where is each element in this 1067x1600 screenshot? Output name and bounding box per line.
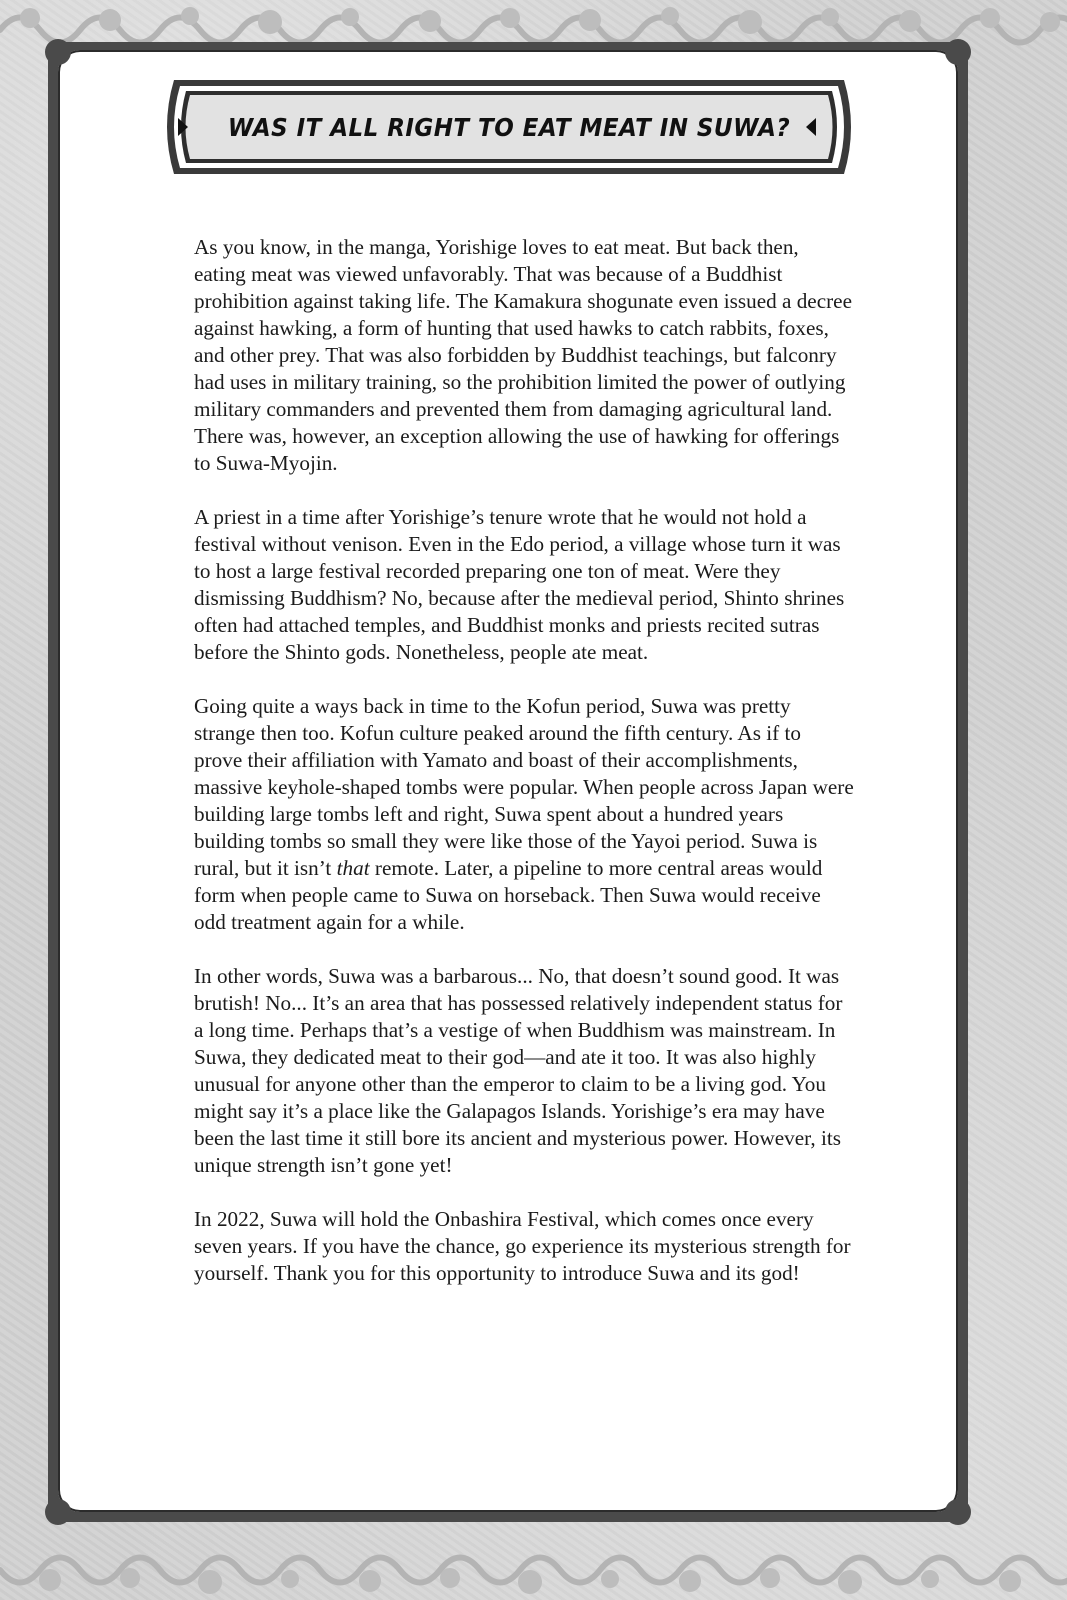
page-title: WAS IT ALL RIGHT TO EAT MEAT IN SUWA? xyxy=(227,112,791,142)
paragraph: As you know, in the manga, Yorishige loves to eat meat. But back then, eating meat was viewed unfavorably. That was because of a Buddhist prohibition against taking life. The Kamakura shogunate even issued a decree against hawking, a form of hunting that used hawks to catch rabbits, foxes, and other prey. That was also forbidden by Buddhist teachings, but falconry had uses in military training, so the prohibition limited the power of outlying military commanders and prevented them from damaging agricultural land. There was, however, an exception allowing the use of hawking for offerings to Suwa-Myojin. xyxy=(194,235,852,475)
frame-corner xyxy=(45,39,71,65)
paragraph: In 2022, Suwa will hold the Onbashira Festival, which comes once every seven years. If you have the chance, go experience its mysterious strength for yourself. Thank you for this opportunity to introduce Suwa and its god! xyxy=(194,1207,851,1285)
frame-corner xyxy=(945,39,971,65)
frame-corner xyxy=(45,1499,71,1525)
bottom-cloud-ornament xyxy=(0,1540,1067,1600)
frame-corner xyxy=(945,1499,971,1525)
paragraph-text: remote. Later, a pipeline to more central areas would form when people came to Suwa on horseback. Then Suwa would receive odd treatment again for a while. xyxy=(194,856,823,934)
title-banner xyxy=(158,78,860,176)
emphasis-text: that xyxy=(336,856,370,880)
paragraph-text: Going quite a ways back in time to the Kofun period, Suwa was pretty strange then too. Kofun culture peaked around the fifth century. As if to prove their affiliation with Yamato and boast of their accomplishments, massive keyhole-shaped tombs were popular. When people across Japan were building large tombs left and right, Suwa spent about a hundred years building tombs so small they were like those of the Yayoi period. Suwa is rural, but it isn’t xyxy=(194,694,854,880)
paragraph: A priest in a time after Yorishige’s tenure wrote that he would not hold a festival without venison. Even in the Edo period, a village whose turn it was to host a large festival recorded preparing one ton of meat. Were they dismissing Buddhism? No, because after the medieval period, Shinto shrines often had attached temples, and Buddhist monks and priests recited sutras before the Shinto gods. Nonetheless, people ate meat. xyxy=(194,505,845,664)
paragraph xyxy=(194,693,854,936)
article-body xyxy=(194,234,854,1314)
paragraph: In other words, Suwa was a barbarous... No, that doesn’t sound good. It was brutish! No... It’s an area that has possessed relatively independent status for a long time. Perhaps that’s a vestige of when Buddhism was mainstream. In Suwa, they dedicated meat to their god—and ate it too. It was also highly unusual for anyone other than the emperor to claim to be a living god. You might say it’s a place like the Galapagos Islands. Yorishige’s era may have been the last time it still bore its ancient and mysterious power. However, its unique strength isn’t gone yet! xyxy=(194,964,843,1177)
